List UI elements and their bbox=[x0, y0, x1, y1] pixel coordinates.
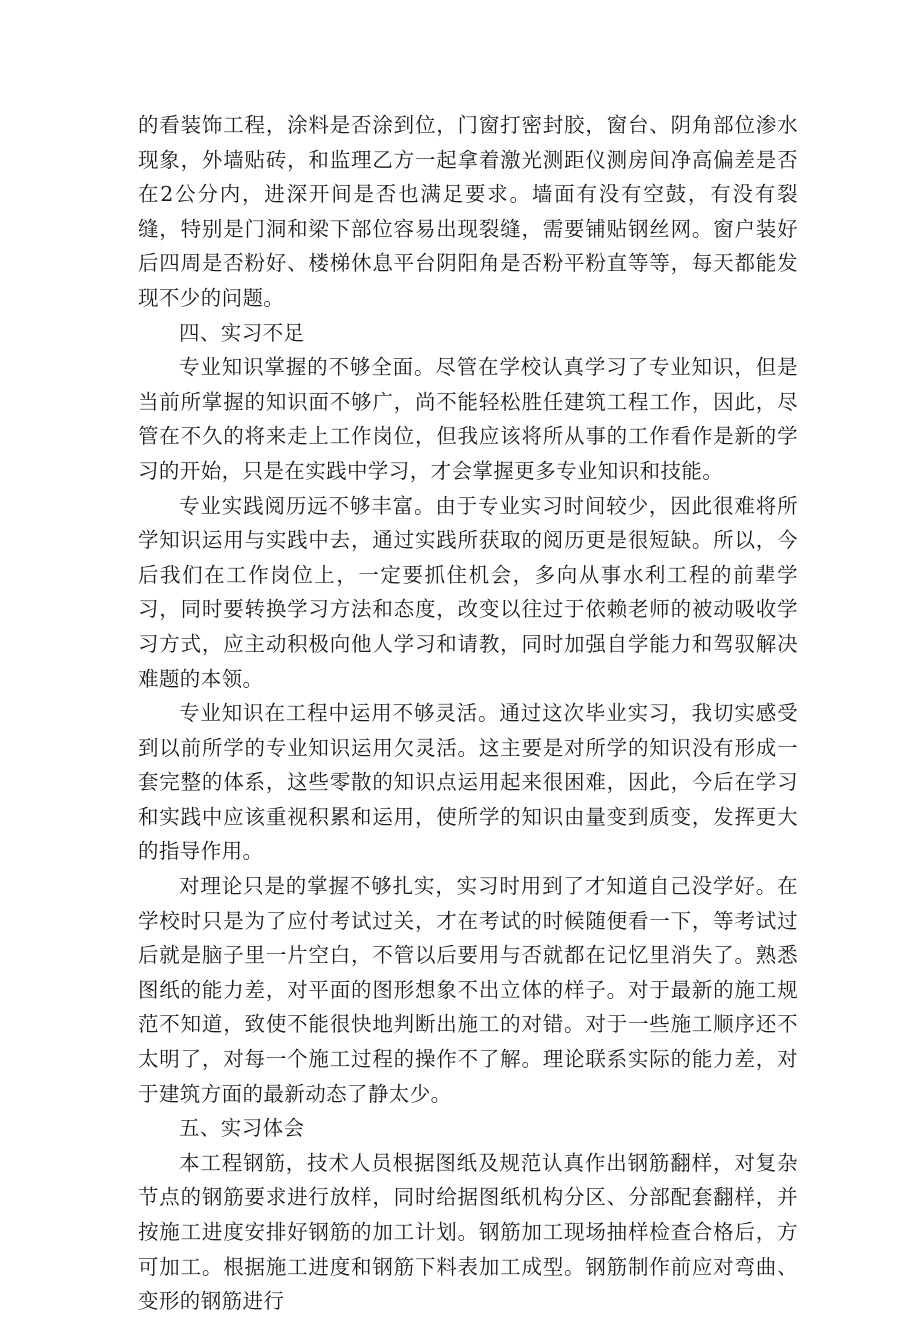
document-body bbox=[138, 108, 798, 1319]
paragraph-flexibility: 专业知识在工程中运用不够灵活。通过这次毕业实习，我切实感受到以前所学的专业知识运用欠灵活。这主要是对所学的知识没有形成一套完整的体系，这些零散的知识点运用起来很困难，因此，今后在学习和实践中应该重视积累和运用，使所学的知识由量变到质变，发挥更大的指导作用。 bbox=[138, 701, 798, 864]
paragraph-theory: 对理论只是的掌握不够扎实，实习时用到了才知道自己没学好。在学校时只是为了应付考试过关，才在考试的时候随便看一下，等考试过后就是脑子里一片空白，不管以后要用与否就都在记忆里消失了。熟悉图纸的能力差，对平面的图形想象不出立体的样子。对于最新的施工规范不知道，致使不能很快地判断出施工的对错。对于一些施工顺序还不太明了，对每一个施工过程的操作不了解。理论联系实际的能力差，对于建筑方面的最新动态了静太少。 bbox=[138, 874, 798, 1106]
section-heading-shortcomings: 四、实习不足 bbox=[179, 320, 305, 345]
section-heading-experience: 五、实习体会 bbox=[179, 1116, 305, 1141]
paragraph-continued: 的看装饰工程，涂料是否涂到位，门窗打密封胶，窗台、阴角部位渗水现象，外墙贴砖，和监理乙方一起拿着激光测距仪测房间净高偏差是否在2公分内，进深开间是否也满足要求。墙面有没有空鼓，有没有裂缝，特别是门洞和梁下部位容易出现裂缝，需要铺贴钢丝网。窗户装好后四周是否粉好、楼梯休息平台阴阳角是否粉平粉直等等，每天都能发现不少的问题。 bbox=[138, 113, 798, 310]
paragraph-experience: 专业实践阅历远不够丰富。由于专业实习时间较少，因此很难将所学知识运用与实践中去，通过实践所获取的阅历更是很短缺。所以，今后我们在工作岗位上，一定要抓住机会，多向从事水利工程的前辈学习，同时要转换学习方法和态度，改变以往过于依赖老师的被动吸收学习方式，应主动积极向他人学习和请教，同时加强自学能力和驾驭解决难题的本领。 bbox=[138, 493, 798, 691]
paragraph-knowledge: 专业知识掌握的不够全面。尽管在学校认真学习了专业知识，但是当前所掌握的知识面不够广，尚不能轻松胜任建筑工程工作，因此，尽管在不久的将来走上工作岗位，但我应该将所从事的工作看作是新的学习的开始，只是在实践中学习，才会掌握更多专业知识和技能。 bbox=[138, 355, 798, 483]
paragraph-rebar: 本工程钢筋，技术人员根据图纸及规范认真作出钢筋翻样，对复杂节点的钢筋要求进行放样，同时给据图纸机构分区、分部配套翻样，并按施工进度安排好钢筋的加工计划。钢筋加工现场抽样检查合格后，方可加工。根据施工进度和钢筋下料表加工成型。钢筋制作前应对弯曲、变形的钢筋进行 bbox=[138, 1150, 798, 1314]
